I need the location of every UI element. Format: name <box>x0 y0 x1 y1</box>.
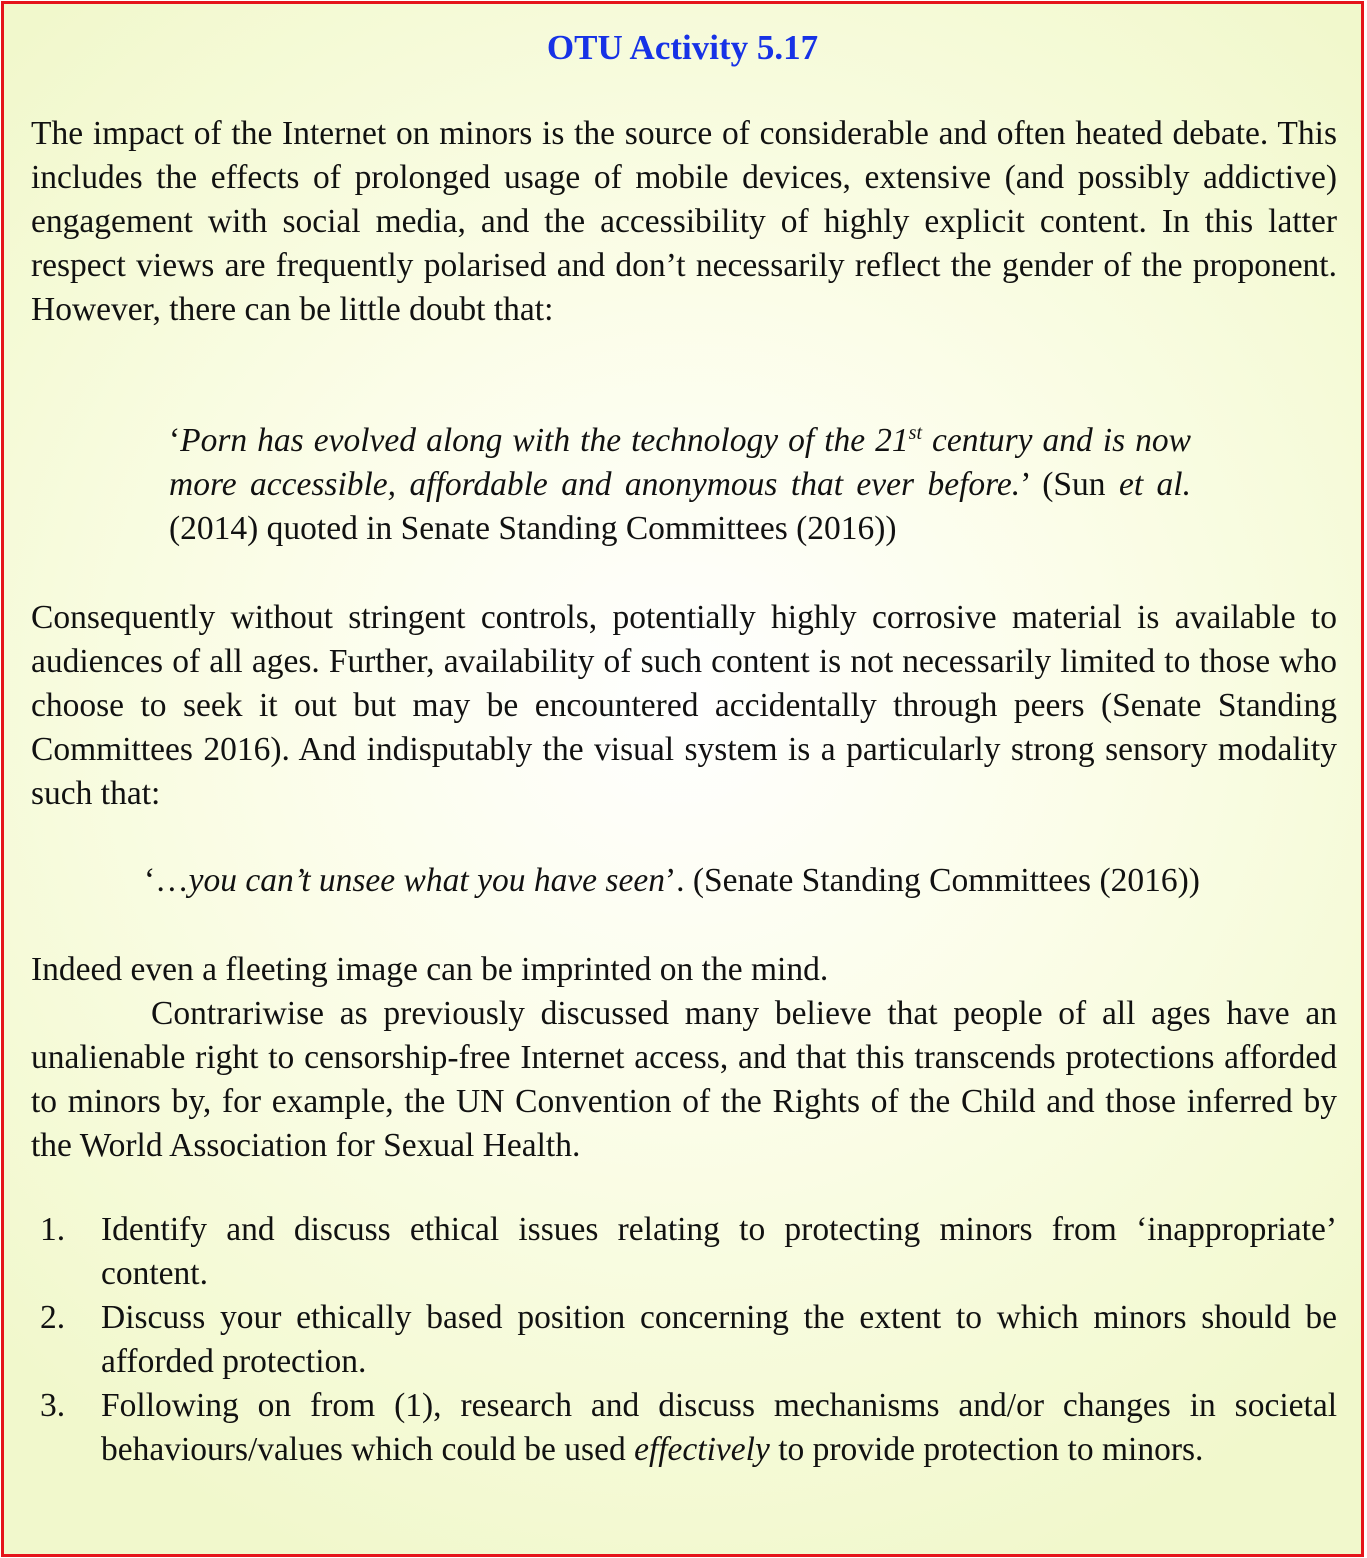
task-item-1 <box>4 1208 1361 1296</box>
task-item-3 <box>4 1384 1361 1472</box>
quote2-citation: ’. (Senate Standing Committees (2016)) <box>664 862 1200 899</box>
task-text: Identify and discuss ethical issues relating to protecting minors from ‘inappropriate’ content. <box>101 1211 1337 1292</box>
block-quote-sun <box>169 419 1191 551</box>
fleeting-image-paragraph: Indeed even a fleeting image can be imprinted on the mind. <box>31 951 829 988</box>
task-text-after: to provide protection to minors. <box>769 1431 1204 1468</box>
task-text-emphasis: effectively <box>634 1431 770 1468</box>
task-number: 1. <box>40 1211 66 1248</box>
quote-open-mark: ‘ <box>169 422 181 459</box>
task-number: 2. <box>40 1299 66 1336</box>
quote-superscript: st <box>908 421 922 444</box>
activity-title: OTU Activity 5.17 <box>546 28 819 67</box>
activity-box <box>1 1 1364 1557</box>
quote-citation: (2014) quoted in Senate Standing Committees (2016)) <box>169 510 897 547</box>
block-quote-senate <box>144 859 1200 903</box>
contrariwise-paragraph: Contrariwise as previously discussed many believe that people of all ages have an unalienable right to censorship-free Internet access, and that this transcends protections afforded to minors by, for example, the UN Convention of the Rights of the Child and those inferred by the World Association for Sexual Health. <box>31 995 1337 1164</box>
task-text: Discuss your ethically based position concerning the extent to which minors should be afforded protection. <box>101 1299 1337 1380</box>
task-text <box>101 1384 1337 1472</box>
task-item-2 <box>4 1296 1361 1384</box>
quote-italic-text-cont: century and is now more accessible, affordable and anonymous that ever before. <box>169 422 1192 503</box>
quote2-open-mark: ‘… <box>144 862 189 899</box>
quote2-italic-text: you can’t unsee what you have seen <box>188 862 665 899</box>
quote-close-mark: ’ (Sun <box>1020 466 1119 503</box>
task-text-before: Following on from (1), research and discuss mechanisms and/or changes in societal behaviours/values which could be used <box>101 1387 1337 1468</box>
task-number: 3. <box>40 1387 66 1424</box>
quote-italic-text: Porn has evolved along with the technology of the 21 <box>180 422 909 459</box>
task-list <box>4 1208 1361 1472</box>
quote-et-al: et al. <box>1118 466 1191 503</box>
intro-paragraph: The impact of the Internet on minors is the source of considerable and often heated debate. This includes the effects of prolonged usage of mobile devices, extensive (and possibly addictive) engagement with social media, and the accessibility of highly explicit content. In this latter respect views are frequently polarised and don’t necessarily reflect the gender of the proponent. However, there can be little doubt that: <box>31 115 1337 328</box>
consequence-paragraph: Consequently without stringent controls, potentially highly corrosive material is available to audiences of all ages. Further, availability of such content is not necessarily limited to those who choose to seek it out but may be encountered accidentally through peers (Senate Standing Committees 2016). And indisputably the visual system is a particularly strong sensory modality such that: <box>31 599 1337 812</box>
